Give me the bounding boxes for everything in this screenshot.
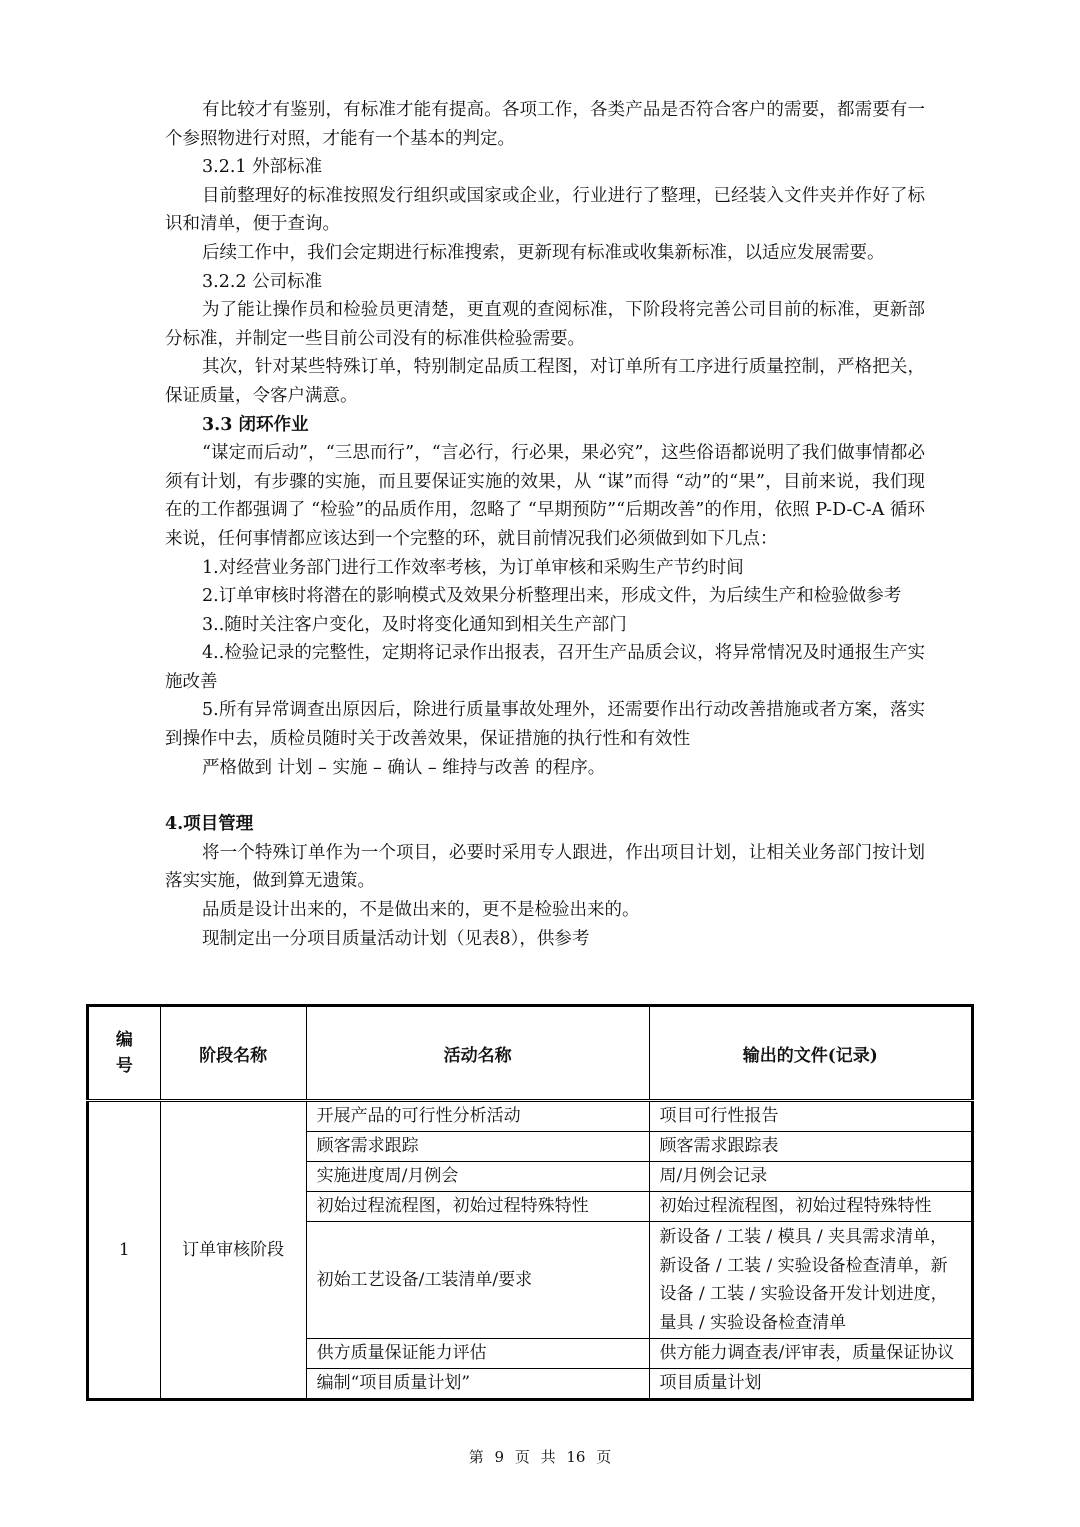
header-output: 输出的文件(记录) bbox=[649, 1006, 972, 1101]
output-cell: 顾客需求跟踪表 bbox=[649, 1132, 972, 1162]
paragraph: 现制定出一分项目质量活动计划（见表8），供参考 bbox=[202, 928, 590, 949]
activity-cell: 初始工艺设备/工装清单/要求 bbox=[306, 1222, 649, 1339]
output-cell: 项目可行性报告 bbox=[649, 1101, 972, 1132]
page-footer: 第 9 页 共 16 页 bbox=[468, 1448, 612, 1466]
paragraph: 目前整理好的标准按照发行组织或国家或企业，行业进行了整理，已经装入文件夹并作好了标识和清单，便于查询。 bbox=[165, 185, 925, 235]
list-item: 2.订单审核时将潜在的影响模式及效果分析整理出来，形成文件，为后续生产和检验做参考 bbox=[202, 586, 902, 607]
list-item: 1.对经营业务部门进行工作效率考核，为订单审核和采购生产节约时间 bbox=[202, 557, 744, 578]
table-header-row bbox=[88, 1006, 973, 1101]
table-row bbox=[88, 1101, 973, 1132]
header-num-line: 编 bbox=[115, 1030, 133, 1050]
activity-cell: 编制“项目质量计划” bbox=[306, 1369, 649, 1400]
output-cell: 新设备 / 工装 / 模具 / 夹具需求清单，新设备 / 工装 / 实验设备检查清单，新设备 / 工装 / 实验设备开发计划进度，量具 / 实验设备检查清单 bbox=[649, 1222, 972, 1339]
paragraph: 严格做到 计划 – 实施 – 确认 – 维持与改善 的程序。 bbox=[202, 757, 606, 778]
list-item: 5.所有异常调查出原因后，除进行质量事故处理外，还需要作出行动改善措施或者方案，落实到操作中去，质检员随时关于改善效果，保证措施的执行性和有效性 bbox=[165, 700, 925, 750]
activity-cell: 初始过程流程图，初始过程特殊特性 bbox=[306, 1192, 649, 1222]
header-activity: 活动名称 bbox=[306, 1006, 649, 1101]
paragraph: 其次，针对某些特殊订单，特别制定品质工程图，对订单所有工序进行质量控制，严格把关，保证质量，令客户满意。 bbox=[165, 357, 925, 406]
heading-3-2-1: 3.2.1 外部标准 bbox=[202, 157, 323, 178]
paragraph: 将一个特殊订单作为一个项目，必要时采用专人跟进，作出项目计划，让相关业务部门按计划落实实施，做到算无遗策。 bbox=[165, 842, 925, 892]
heading-4: 4.项目管理 bbox=[165, 814, 254, 835]
paragraph: 为了能让操作员和检验员更清楚，更直观的查阅标准，下阶段将完善公司目前的标准，更新部分标准，并制定一些目前公司没有的标准供检验需要。 bbox=[165, 300, 925, 349]
list-item: 4..检验记录的完整性，定期将记录作出报表，召开生产品质会议，将异常情况及时通报生产实施改善 bbox=[165, 643, 925, 692]
row-number: 1 bbox=[88, 1101, 161, 1400]
output-cell: 初始过程流程图，初始过程特殊特性 bbox=[649, 1192, 972, 1222]
paragraph: 品质是设计出来的，不是做出来的，更不是检验出来的。 bbox=[202, 900, 640, 921]
numbered-list bbox=[165, 554, 925, 754]
list-item: 3..随时关注客户变化，及时将变化通知到相关生产部门 bbox=[202, 614, 627, 635]
project-quality-plan-table bbox=[86, 1004, 974, 1401]
output-cell: 供方能力调查表/评审表，质量保证协议 bbox=[649, 1339, 972, 1369]
activity-cell: 开展产品的可行性分析活动 bbox=[306, 1101, 649, 1132]
heading-3-3: 3.3 闭环作业 bbox=[202, 414, 309, 435]
activity-cell: 顾客需求跟踪 bbox=[306, 1132, 649, 1162]
activity-cell: 供方质量保证能力评估 bbox=[306, 1339, 649, 1369]
spacer bbox=[165, 782, 925, 810]
heading-3-2-2: 3.2.2 公司标准 bbox=[202, 271, 323, 292]
output-cell: 项目质量计划 bbox=[649, 1369, 972, 1400]
paragraph: “谋定而后动”，“三思而行”，“言必行，行必果，果必究”，这些俗语都说明了我们做事情都必须有计划，有步骤的实施，而且要保证实施的效果，从 “谋”而得 “动”的“果”，目前来说，我们现在的工作都强调了 “检验”的品质作用，忽略了 “早期预防”“后期改善”的作用，依照 P-D-C-A 循环来说，任何事情都应该达到一个完整的环，就目前情况我们必须做到如下几点： bbox=[165, 443, 925, 549]
body-text bbox=[165, 96, 925, 953]
header-num bbox=[88, 1006, 161, 1101]
header-stage: 阶段名称 bbox=[160, 1006, 306, 1101]
header-num-line: 号 bbox=[115, 1056, 133, 1076]
paragraph: 有比较才有鉴别，有标准才能有提高。各项工作，各类产品是否符合客户的需要，都需要有一个参照物进行对照，才能有一个基本的判定。 bbox=[165, 100, 925, 149]
activity-cell: 实施进度周/月例会 bbox=[306, 1162, 649, 1192]
row-stage: 订单审核阶段 bbox=[160, 1101, 306, 1400]
output-cell: 周/月例会记录 bbox=[649, 1162, 972, 1192]
paragraph: 后续工作中，我们会定期进行标准搜索，更新现有标准或收集新标准，以适应发展需要。 bbox=[202, 242, 885, 263]
